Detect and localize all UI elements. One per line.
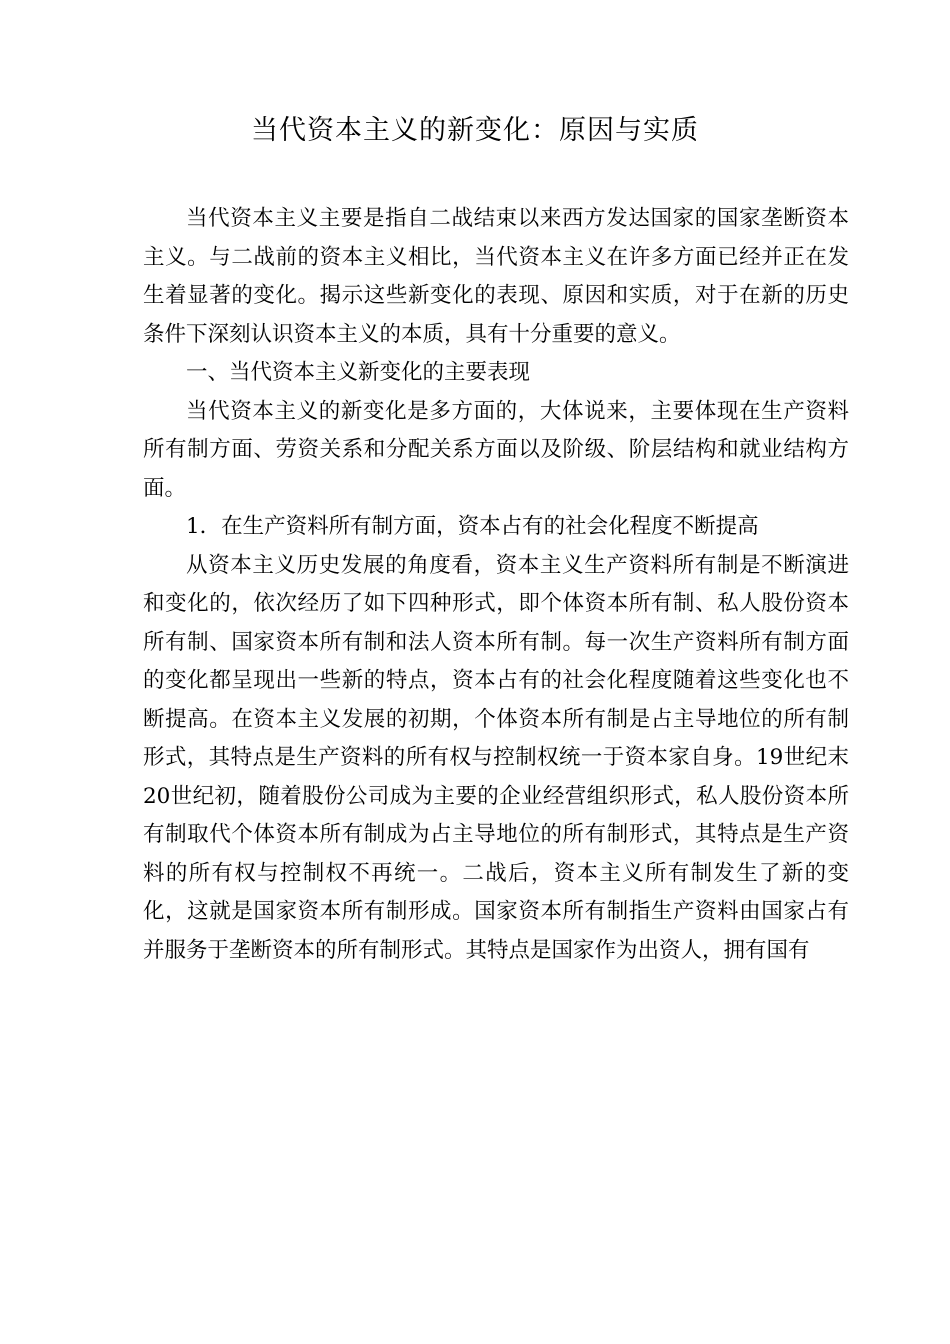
paragraph-overview: 当代资本主义的新变化是多方面的，大体说来，主要体现在生产资料所有制方面、劳资关系和分配关系方面以及阶级、阶层结构和就业结构方面。	[143, 398, 849, 501]
paragraph-ownership: 从资本主义历史发展的角度看，资本主义生产资料所有制是不断演进和变化的，依次经历了如下四种形式，即个体资本所有制、私人股份资本所有制、国家资本所有制和法人资本所有制。每一次生产资料所有制方面的变化都呈现出一些新的特点，资本占有的社会化程度随着这些变化也不断提高。在资本主义发展的初期，个体资本所有制是占主导地位的所有制形式，其特点是生产资料的所有权与控制权统一于资本家自身。19世纪末20世纪初，随着股份公司成为主要的企业经营组织形式，私人股份资本所有制取代个体资本所有制成为占主导地位的所有制形式，其特点是生产资料的所有权与控制权不再统一。二战后，资本主义所有制发生了新的变化，这就是国家资本所有制形成。国家资本所有制指生产资料由国家占有并服务于垄断资本的所有制形式。其特点是国家作为出资人，拥有国有	[143, 552, 849, 963]
section-heading-1: 一、当代资本主义新变化的主要表现	[186, 360, 531, 385]
document-body	[143, 200, 849, 970]
subsection-heading-1: 1．在生产资料所有制方面，资本占有的社会化程度不断提高	[186, 514, 759, 539]
document-title: 当代资本主义的新变化：原因与实质	[251, 115, 699, 146]
paragraph-intro: 当代资本主义主要是指自二战结束以来西方发达国家的国家垄断资本主义。与二战前的资本主义相比，当代资本主义在许多方面已经并正在发生着显著的变化。揭示这些新变化的表现、原因和实质，对于在新的历史条件下深刻认识资本主义的本质，具有十分重要的意义。	[143, 206, 849, 347]
